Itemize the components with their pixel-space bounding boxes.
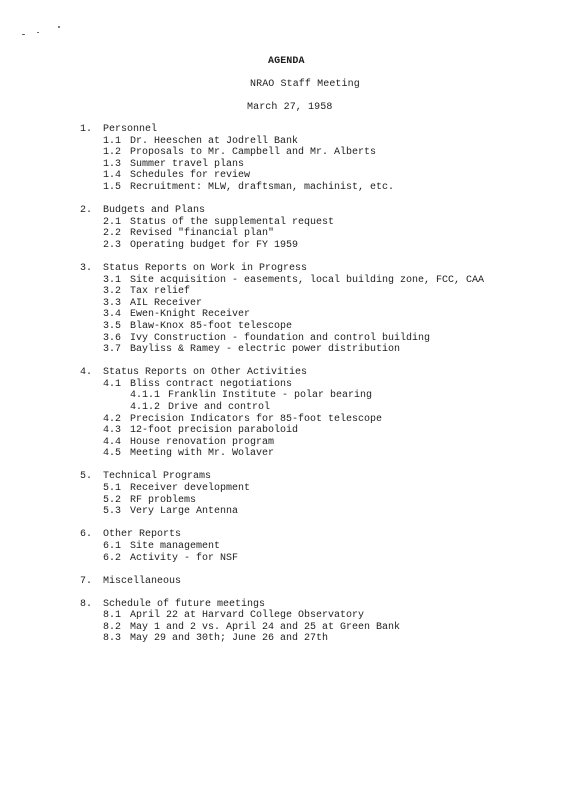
agenda-item (80, 425, 560, 437)
agenda-item (80, 298, 560, 310)
section-heading (80, 205, 560, 217)
agenda-item (80, 495, 560, 507)
agenda-item (80, 309, 560, 321)
item-text: Site management (130, 540, 221, 552)
section-title: Technical Programs (103, 471, 212, 483)
item-text: Proposals to Mr. Campbell and Mr. Alberts (130, 147, 377, 159)
section-number: 8. (80, 598, 93, 610)
agenda-section (80, 599, 560, 645)
agenda-item (80, 437, 560, 449)
item-number: 1.3 (103, 158, 122, 170)
agenda-section (80, 471, 560, 517)
meeting-name: NRAO Staff Meeting (250, 79, 360, 90)
section-title: Schedule of future meetings (103, 598, 266, 610)
section-title: Status Reports on Other Activities (103, 367, 308, 379)
item-number: 6.1 (103, 540, 122, 552)
agenda-item (80, 321, 560, 333)
item-text: Bayliss & Ramey - electric power distribution (130, 344, 401, 356)
agenda-item (80, 159, 560, 171)
item-number: 4.2 (103, 413, 122, 425)
item-text: May 1 and 2 vs. April 24 and 25 at Green Bank (130, 621, 401, 633)
item-number: 3.1 (103, 274, 122, 286)
agenda-item (80, 333, 560, 345)
item-number: 5.2 (103, 494, 122, 506)
agenda-item (80, 483, 560, 495)
item-number: 3.6 (103, 332, 122, 344)
item-number: 1.5 (103, 181, 122, 193)
section-number: 2. (80, 205, 93, 217)
item-number: 8.3 (103, 633, 122, 645)
item-text: Ivy Construction - foundation and control building (130, 332, 431, 344)
item-number: 2.2 (103, 228, 122, 240)
agenda-section (80, 263, 560, 356)
agenda-item (80, 136, 560, 148)
agenda-section (80, 529, 560, 564)
item-number: 8.2 (103, 621, 122, 633)
agenda-item (80, 622, 560, 634)
item-text: Receiver development (130, 483, 251, 495)
section-heading (80, 599, 560, 611)
agenda-item (80, 182, 560, 194)
agenda-section (80, 205, 560, 251)
scan-speck (58, 26, 60, 28)
item-number: 3.3 (103, 297, 122, 309)
section-number: 3. (80, 262, 93, 274)
item-text: Bliss contract negotiations (130, 378, 293, 390)
agenda-item (80, 228, 560, 240)
item-text: Very Large Antenna (130, 506, 239, 518)
agenda-item (80, 275, 560, 287)
item-text: Meeting with Mr. Wolaver (130, 448, 275, 460)
item-text: Recruitment: MLW, draftsman, machinist, etc. (130, 181, 395, 193)
agenda-list (80, 124, 560, 657)
agenda-item (80, 633, 560, 645)
subitem-number: 4.1.2 (130, 401, 161, 413)
item-number: 1.1 (103, 135, 122, 147)
agenda-item (80, 344, 560, 356)
item-text: Status of the supplemental request (130, 216, 335, 228)
scan-speck (37, 32, 39, 33)
item-text: Activity - for NSF (130, 552, 239, 564)
agenda-item (80, 286, 560, 298)
item-number: 5.3 (103, 506, 122, 518)
item-text: AIL Receiver (130, 297, 203, 309)
item-text: Summer travel plans (130, 158, 245, 170)
item-text: Precision Indicators for 85-foot telescope (130, 413, 383, 425)
item-number: 4.4 (103, 436, 122, 448)
item-number: 3.2 (103, 286, 122, 298)
section-number: 4. (80, 367, 93, 379)
section-title: Miscellaneous (103, 575, 182, 587)
page-title: AGENDA (268, 56, 305, 67)
item-number: 4.1 (103, 378, 122, 390)
item-number: 3.5 (103, 320, 122, 332)
agenda-item (80, 147, 560, 159)
scan-speck (22, 34, 25, 35)
section-number: 1. (80, 124, 93, 135)
item-number: 4.5 (103, 448, 122, 460)
item-number: 3.7 (103, 344, 122, 356)
item-text: Blaw-Knox 85-foot telescope (130, 320, 293, 332)
item-text: Operating budget for FY 1959 (130, 239, 299, 251)
subitem-text: Franklin Institute - polar bearing (168, 390, 373, 402)
section-title: Status Reports on Work in Progress (103, 262, 308, 274)
agenda-item (80, 240, 560, 252)
item-text: Revised "financial plan" (130, 228, 275, 240)
item-text: 12-foot precision paraboloid (130, 425, 299, 437)
agenda-item (80, 379, 560, 391)
item-text: April 22 at Harvard College Observatory (130, 610, 365, 622)
item-number: 4.3 (103, 425, 122, 437)
item-text: May 29 and 30th; June 26 and 27th (130, 633, 329, 645)
section-title: Personnel (103, 124, 158, 135)
item-text: Dr. Heeschen at Jodrell Bank (130, 135, 299, 147)
agenda-section (80, 367, 560, 460)
item-text: RF problems (130, 494, 197, 506)
section-title: Other Reports (103, 529, 182, 541)
item-number: 8.1 (103, 610, 122, 622)
section-number: 5. (80, 471, 93, 483)
agenda-item (80, 541, 560, 553)
subitem-number: 4.1.1 (130, 390, 161, 402)
item-text: Tax relief (130, 286, 191, 298)
subitem-text: Drive and control (168, 401, 271, 413)
agenda-item (80, 217, 560, 229)
item-text: Schedules for review (130, 170, 251, 182)
item-number: 6.2 (103, 552, 122, 564)
section-title: Budgets and Plans (103, 205, 206, 217)
agenda-section (80, 124, 560, 194)
section-heading (80, 529, 560, 541)
item-text: Ewen-Knight Receiver (130, 309, 251, 321)
item-text: Site acquisition - easements, local building zone, FCC, CAA (130, 274, 485, 286)
item-number: 5.1 (103, 483, 122, 495)
section-heading (80, 576, 560, 588)
agenda-subitem (80, 390, 560, 402)
item-number: 2.1 (103, 216, 122, 228)
agenda-item (80, 610, 560, 622)
item-text: House renovation program (130, 436, 275, 448)
section-heading (80, 124, 560, 136)
item-number: 3.4 (103, 309, 122, 321)
agenda-item (80, 170, 560, 182)
agenda-section (80, 576, 560, 588)
meeting-date: March 27, 1958 (247, 102, 333, 113)
item-number: 1.2 (103, 147, 122, 159)
item-number: 1.4 (103, 170, 122, 182)
section-heading (80, 263, 560, 275)
section-number: 7. (80, 575, 93, 587)
agenda-item (80, 414, 560, 426)
agenda-subitem (80, 402, 560, 414)
agenda-item (80, 506, 560, 518)
item-number: 2.3 (103, 239, 122, 251)
agenda-item (80, 553, 560, 565)
agenda-item (80, 448, 560, 460)
section-heading (80, 367, 560, 379)
section-number: 6. (80, 529, 93, 541)
section-heading (80, 471, 560, 483)
